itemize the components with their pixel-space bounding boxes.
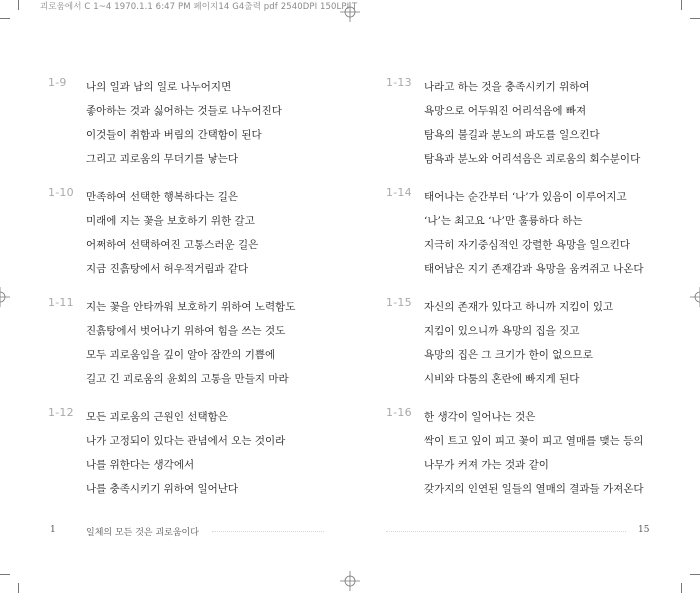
verse-line: 태어남은 지기 존재감과 욕망을 움켜쥐고 나온다 — [424, 263, 644, 275]
crop-mark — [681, 583, 682, 593]
right-page-number: 15 — [638, 525, 650, 535]
crop-mark — [690, 18, 700, 19]
verse-line: ‘나’는 최고요 ‘나’만 훌륭하다 하는 — [424, 215, 583, 227]
verse-text — [424, 295, 613, 391]
verse-block — [374, 295, 674, 405]
verse-line: 나라고 하는 것을 충족시키기 위하여 — [424, 81, 590, 93]
verse-block — [374, 75, 674, 185]
footer-rule — [212, 531, 324, 532]
verse-line: 모든 괴로움의 근원인 선택함은 — [86, 411, 228, 423]
print-slug: 괴로움에서 C 1~4 1970.1.1 6:47 PM 페이지14 G4출력 pdf 2540DPI 150LPI T — [40, 2, 358, 12]
verse-line: 나를 충족시키기 위하여 일어난다 — [86, 483, 239, 495]
verse-number: 1-11 — [48, 296, 74, 309]
verse-block — [374, 185, 674, 295]
registration-mark-icon — [340, 571, 360, 591]
verse-line: 나의 일과 남의 일로 나누어지면 — [86, 81, 232, 93]
crop-mark — [18, 583, 19, 593]
verse-text — [86, 295, 295, 391]
verse-line: 진흙탕에서 벗어나기 위하여 힘을 쓰는 것도 — [86, 325, 286, 337]
verse-line: 좋아하는 것과 싫어하는 것들로 나누어진다 — [86, 105, 282, 117]
verse-number: 1-15 — [386, 296, 412, 309]
verse-line: 한 생각이 일어나는 것은 — [424, 411, 536, 423]
verse-text — [424, 185, 644, 281]
footer-rule — [386, 531, 626, 532]
left-page — [36, 75, 336, 515]
verse-number: 1-12 — [48, 406, 74, 419]
verse-line: 갖가지의 인연된 일들의 열매의 결과들 가져온다 — [424, 483, 644, 495]
verse-line: 지극히 자기중심적인 강렬한 욕망을 일으킨다 — [424, 239, 631, 251]
verse-text — [424, 405, 644, 501]
verse-number: 1-9 — [48, 76, 67, 89]
verse-line: 탐욕과 분노와 어리석음은 괴로움의 회수분이다 — [424, 153, 641, 165]
registration-mark-icon — [690, 287, 700, 307]
verse-number: 1-10 — [48, 186, 74, 199]
crop-mark — [0, 18, 10, 19]
verse-line: 나가 고정되이 있다는 관념에서 오는 것이라 — [86, 435, 286, 447]
verse-line: 어쩌하여 선택하여진 고통스러운 길은 — [86, 239, 259, 251]
verse-line: 길고 긴 괴로움의 윤회의 고통을 만들지 마라 — [86, 373, 289, 385]
verse-number: 1-14 — [386, 186, 412, 199]
crop-mark — [0, 574, 10, 575]
verse-line: 욕망으로 어두워진 어리석음에 빠져 — [424, 105, 587, 117]
verse-block — [36, 295, 336, 405]
verse-line: 지는 꽃을 안타까워 보호하기 위하여 노력함도 — [86, 301, 296, 313]
crop-mark — [690, 574, 700, 575]
verse-line: 탐욕의 불길과 분노의 파도를 일으킨다 — [424, 129, 600, 141]
running-title: 일체의 모든 것은 괴로움이다 — [86, 528, 199, 538]
verse-block — [374, 405, 674, 515]
verse-line: 모두 괴로움임을 깊이 알아 잠깐의 기쁨에 — [86, 349, 276, 361]
verse-line: 나를 위한다는 생각에서 — [86, 459, 195, 471]
verse-block — [36, 75, 336, 185]
left-page-number: 1 — [50, 525, 56, 535]
verse-line: 지킴이 있으니까 욕망의 집을 짓고 — [424, 325, 580, 337]
right-page — [374, 75, 674, 515]
registration-mark-icon — [0, 287, 10, 307]
crop-mark — [681, 0, 682, 10]
verse-line: 욕망의 집은 그 크기가 한이 없으므로 — [424, 349, 593, 361]
verse-line: 나무가 커져 가는 것과 같이 — [424, 459, 549, 471]
verse-line: 이것들이 취함과 버림의 간택함이 된다 — [86, 129, 262, 141]
verse-line: 그리고 괴로움의 무더기를 낳는다 — [86, 153, 239, 165]
verse-line: 만족하여 선택한 행복하다는 길은 — [86, 191, 239, 203]
verse-text — [86, 405, 285, 501]
crop-mark — [18, 0, 19, 10]
verse-text — [424, 75, 640, 171]
verse-line: 시비와 다툼의 혼란에 빠지게 된다 — [424, 373, 580, 385]
verse-line: 지금 진흙탕에서 허우적거림과 같다 — [86, 263, 249, 275]
verse-number: 1-13 — [386, 76, 412, 89]
verse-block — [36, 185, 336, 295]
verse-number: 1-16 — [386, 406, 412, 419]
verse-block — [36, 405, 336, 515]
verse-line: 싹이 트고 잎이 피고 꽃이 피고 열매를 맺는 등의 — [424, 435, 644, 447]
verse-line: 미래에 지는 꽃을 보호하기 위한 갈고 — [86, 215, 255, 227]
verse-line: 태어나는 순간부터 ‘나’가 있음이 이루어지고 — [424, 191, 627, 203]
verse-text — [86, 75, 282, 171]
registration-mark-icon — [340, 2, 360, 22]
verse-text — [86, 185, 258, 281]
verse-line: 자신의 존재가 있다고 하니까 지킴이 있고 — [424, 301, 614, 313]
